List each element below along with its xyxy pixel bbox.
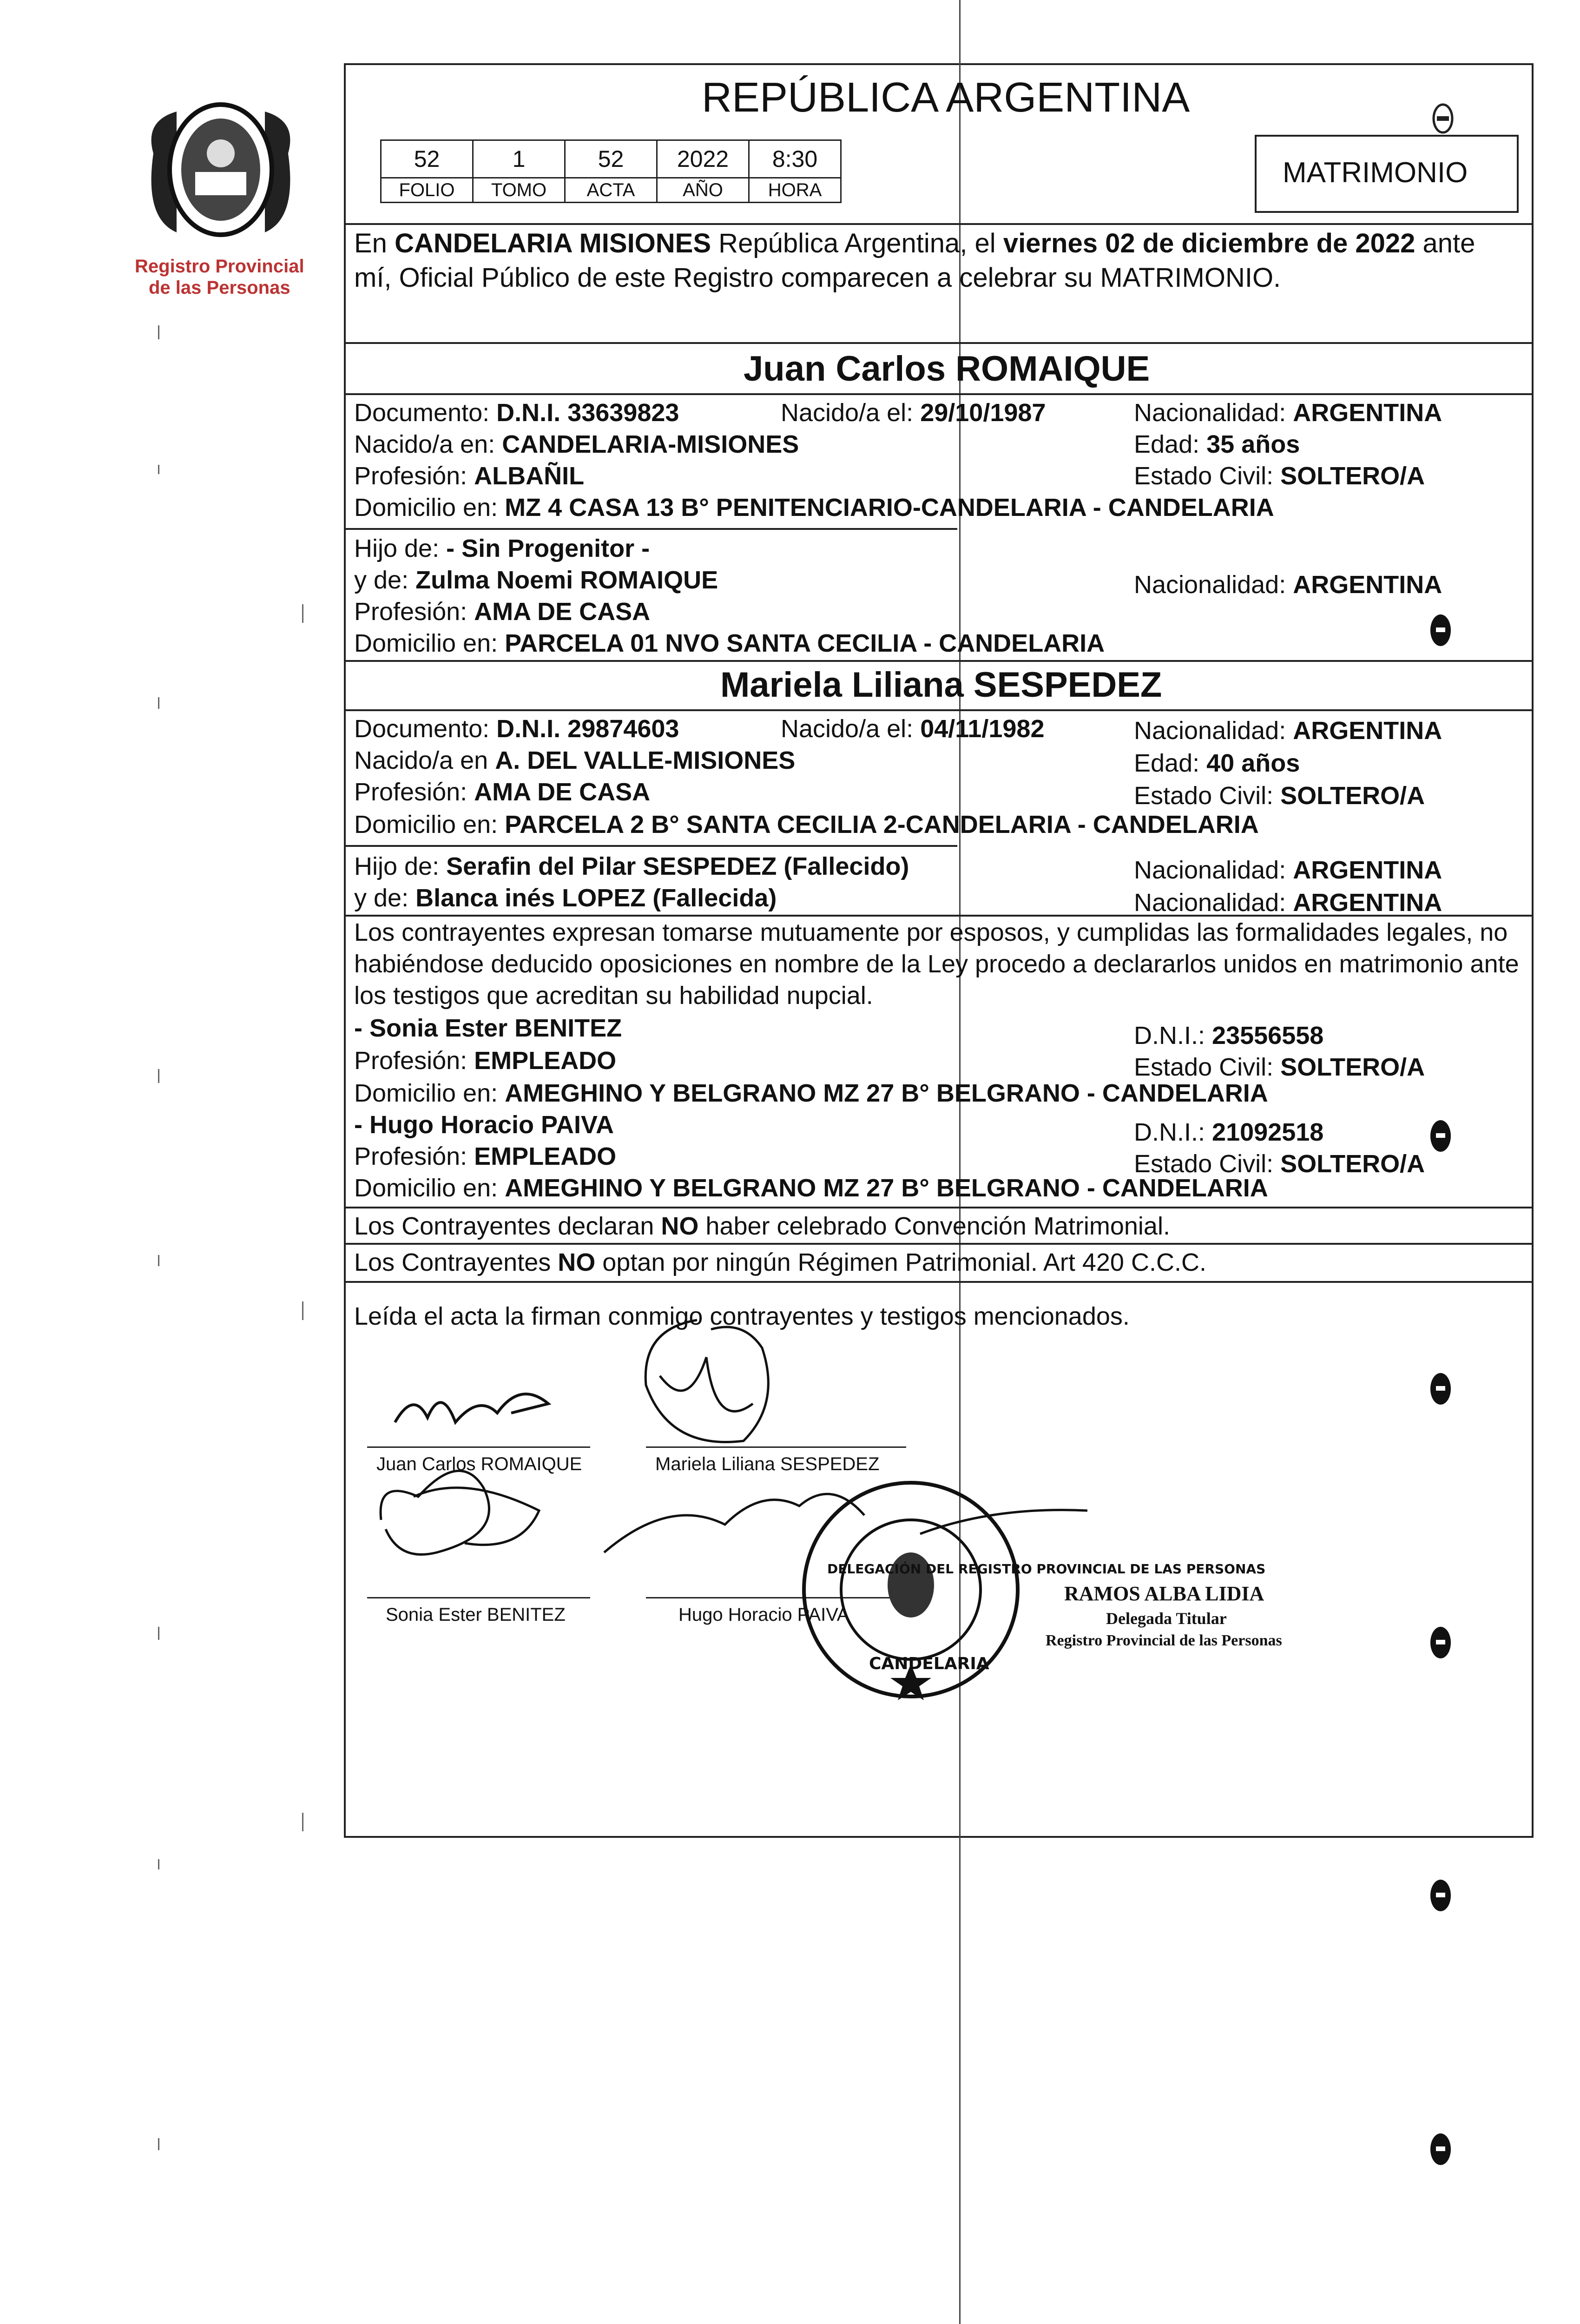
witness-2-civil-status: Estado Civil: SOLTERO/A bbox=[1134, 1150, 1425, 1178]
witness-2-profession: Profesión: EMPLEADO bbox=[354, 1142, 617, 1170]
witness-1-name: - Sonia Ester BENITEZ bbox=[354, 1014, 622, 1042]
signature-line bbox=[646, 1446, 906, 1448]
hour-value: 8:30 bbox=[749, 140, 841, 178]
tomo-value: 1 bbox=[473, 140, 565, 178]
bride-father: Hijo de: Serafin del Pilar SESPEDEZ (Fallecido) bbox=[354, 852, 909, 880]
groom-mother-nationality: Nacionalidad: ARGENTINA bbox=[1134, 571, 1442, 599]
page-title: REPÚBLICA ARGENTINA bbox=[702, 74, 1190, 121]
groom-nationality: Nacionalidad: ARGENTINA bbox=[1134, 399, 1442, 427]
groom-father: Hijo de: - Sin Progenitor - bbox=[354, 535, 650, 562]
act-type-label: MATRIMONIO bbox=[1283, 157, 1468, 189]
witness-2-dni: D.N.I.: 21092518 bbox=[1134, 1118, 1324, 1146]
seal-ring-text: DELEGACIÓN DEL REGISTRO PROVINCIAL DE LAS PERSONAS bbox=[827, 1561, 1266, 1577]
acta-label: ACTA bbox=[565, 178, 657, 203]
groom-profession: Profesión: ALBAÑIL bbox=[354, 462, 585, 490]
official-title: Delegada Titular bbox=[1106, 1609, 1227, 1628]
groom-age: Edad: 35 años bbox=[1134, 430, 1300, 458]
year-label: AÑO bbox=[657, 178, 749, 203]
intro-line-1: En CANDELARIA MISIONES República Argentina, el viernes 02 de diciembre de 2022 ante bbox=[354, 228, 1475, 258]
groom-address: Domicilio en: MZ 4 CASA 13 B° PENITENCIARIO-CANDELARIA - CANDELARIA bbox=[354, 494, 1274, 522]
bride-address: Domicilio en: PARCELA 2 B° SANTA CECILIA 2-CANDELARIA - CANDELARIA bbox=[354, 811, 1259, 838]
signature-label-witness-2: Hugo Horacio PAIVA bbox=[678, 1604, 849, 1625]
witness-1-address: Domicilio en: AMEGHINO Y BELGRANO MZ 27 B° BELGRANO - CANDELARIA bbox=[354, 1079, 1268, 1107]
signature-label-bride: Mariela Liliana SESPEDEZ bbox=[655, 1454, 880, 1474]
hour-label: HORA bbox=[749, 178, 841, 203]
logo-caption-1: Registro Provincial bbox=[135, 256, 304, 277]
folio-value: 52 bbox=[381, 140, 473, 178]
divider bbox=[344, 709, 1532, 711]
province-seal-icon bbox=[135, 93, 307, 246]
margin-mark-icons bbox=[1422, 0, 1459, 2324]
official-name: RAMOS ALBA LIDIA bbox=[1064, 1582, 1264, 1605]
bride-nationality: Nacionalidad: ARGENTINA bbox=[1134, 717, 1442, 745]
divider bbox=[344, 342, 1532, 344]
declaration-line-3: los testigos que acreditan su habilidad nupcial. bbox=[354, 982, 873, 1010]
bride-father-nationality: Nacionalidad: ARGENTINA bbox=[1134, 856, 1442, 884]
divider bbox=[344, 1281, 1532, 1283]
groom-birthplace: Nacido/a en: CANDELARIA-MISIONES bbox=[354, 430, 799, 458]
bride-profession: Profesión: AMA DE CASA bbox=[354, 778, 651, 806]
registry-data-table bbox=[380, 139, 842, 203]
declaration-line-1: Los contrayentes expresan tomarse mutuamente por esposos, y cumplidas las formalidades legales, no bbox=[354, 918, 1508, 946]
divider bbox=[344, 393, 1532, 395]
bride-mother-nationality: Nacionalidad: ARGENTINA bbox=[1134, 889, 1442, 917]
signature-line bbox=[367, 1597, 590, 1598]
closing-statement: Leída el acta la firman conmigo contrayentes y testigos mencionados. bbox=[354, 1302, 1130, 1330]
registry-logo bbox=[135, 93, 307, 246]
groom-mother-address: Domicilio en: PARCELA 01 NVO SANTA CECILIA - CANDELARIA bbox=[354, 629, 1105, 657]
signature-label-groom: Juan Carlos ROMAIQUE bbox=[376, 1454, 582, 1474]
witness-2-address: Domicilio en: AMEGHINO Y BELGRANO MZ 27 B° BELGRANO - CANDELARIA bbox=[354, 1174, 1268, 1202]
witness-1-dni: D.N.I.: 23556558 bbox=[1134, 1022, 1324, 1050]
divider bbox=[344, 915, 1532, 917]
bride-name: Mariela Liliana SESPEDEZ bbox=[720, 665, 1162, 705]
divider bbox=[344, 223, 1532, 225]
intro-line-2: mí, Oficial Público de este Registro comparecen a celebrar su MATRIMONIO. bbox=[354, 263, 1281, 293]
groom-mother: y de: Zulma Noemi ROMAIQUE bbox=[354, 566, 718, 594]
divider bbox=[344, 845, 957, 847]
bride-document: Documento: D.N.I. 29874603 bbox=[354, 715, 679, 743]
groom-civil-status: Estado Civil: SOLTERO/A bbox=[1134, 462, 1425, 490]
bride-age: Edad: 40 años bbox=[1134, 749, 1300, 777]
bride-civil-status: Estado Civil: SOLTERO/A bbox=[1134, 782, 1425, 810]
seal-city-text: CANDELARIA bbox=[869, 1654, 989, 1673]
bride-mother: y de: Blanca inés LOPEZ (Fallecida) bbox=[354, 884, 777, 912]
logo-caption-2: de las Personas bbox=[149, 277, 290, 298]
signature-line bbox=[367, 1446, 590, 1448]
left-margin-dots bbox=[149, 325, 335, 2324]
divider bbox=[344, 1243, 1532, 1245]
groom-birthdate: Nacido/a el: 29/10/1987 bbox=[781, 399, 1046, 427]
official-organization: Registro Provincial de las Personas bbox=[1046, 1632, 1282, 1649]
year-value: 2022 bbox=[657, 140, 749, 178]
divider bbox=[344, 660, 1532, 662]
groom-document: Documento: D.N.I. 33639823 bbox=[354, 399, 679, 427]
divider bbox=[344, 1207, 1532, 1208]
regimen-statement: Los Contrayentes NO optan por ningún Régimen Patrimonial. Art 420 C.C.C. bbox=[354, 1248, 1206, 1276]
folio-label: FOLIO bbox=[381, 178, 473, 203]
signature-label-witness-1: Sonia Ester BENITEZ bbox=[386, 1604, 566, 1625]
bride-birthplace: Nacido/a en A. DEL VALLE-MISIONES bbox=[354, 746, 796, 774]
groom-name: Juan Carlos ROMAIQUE bbox=[744, 349, 1150, 389]
divider bbox=[344, 528, 957, 530]
convention-statement: Los Contrayentes declaran NO haber celebrado Convención Matrimonial. bbox=[354, 1212, 1170, 1240]
acta-value: 52 bbox=[565, 140, 657, 178]
tomo-label: TOMO bbox=[473, 178, 565, 203]
bride-birthdate: Nacido/a el: 04/11/1982 bbox=[781, 715, 1045, 743]
groom-mother-profession: Profesión: AMA DE CASA bbox=[354, 598, 651, 626]
witness-2-name: - Hugo Horacio PAIVA bbox=[354, 1111, 614, 1139]
witness-1-civil-status: Estado Civil: SOLTERO/A bbox=[1134, 1053, 1425, 1081]
declaration-line-2: habiéndose deducido oposiciones en nombre de la Ley procedo a declararlos unidos en matrimonio ante bbox=[354, 950, 1519, 978]
witness-1-profession: Profesión: EMPLEADO bbox=[354, 1047, 617, 1075]
